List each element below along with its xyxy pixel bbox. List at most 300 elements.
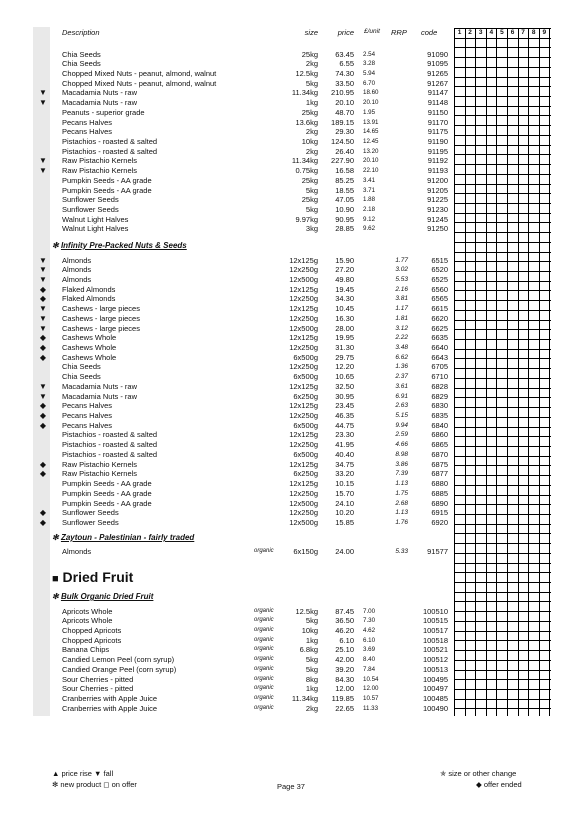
status-marker-icon: ◆ — [39, 401, 47, 411]
unit-price: 13.20 — [363, 147, 379, 155]
grid-column-line — [528, 28, 529, 716]
product-price: 15.90 — [335, 255, 354, 265]
organic-label: organic — [254, 694, 274, 701]
product-description: Cranberries with Apple Juice — [62, 693, 158, 703]
product-size: 0.75kg — [295, 166, 318, 176]
product-size: 9.97kg — [295, 214, 318, 224]
product-code: 6643 — [431, 352, 448, 362]
unit-price: 6.70 — [363, 79, 376, 87]
product-description: Cashews Whole — [62, 333, 117, 343]
grid-column-number: 3 — [478, 29, 483, 36]
product-code: 6705 — [431, 362, 448, 372]
product-code: 6515 — [431, 255, 448, 265]
product-code: 6640 — [431, 342, 448, 352]
legend-offer-ended: ◆ offer ended — [476, 780, 522, 789]
product-size: 12x125g — [289, 255, 318, 265]
grid-row-line — [454, 407, 551, 408]
grid-row-line — [454, 261, 551, 262]
grid-row-line — [454, 708, 551, 709]
grid-column-number: 1 — [457, 29, 462, 36]
grid-row-line — [454, 446, 551, 447]
unit-price: 3.41 — [363, 176, 376, 184]
product-price: 24.10 — [335, 498, 354, 508]
rrp-value: 3.48 — [395, 343, 408, 351]
product-price: 31.30 — [335, 342, 354, 352]
grid-row-line — [454, 47, 551, 48]
product-size: 10kg — [301, 625, 318, 635]
product-price: 227.90 — [331, 156, 354, 166]
product-price: 34.75 — [335, 459, 354, 469]
grid-row-line — [454, 135, 551, 136]
product-price: 10.45 — [335, 304, 354, 314]
product-price: 26.40 — [335, 146, 354, 156]
grid-row-line — [454, 436, 551, 437]
product-size: 6x500g — [293, 420, 318, 430]
rrp-value: 8.98 — [395, 450, 408, 458]
product-price: 20.10 — [335, 98, 354, 108]
product-description: Sunflower Seeds — [62, 508, 119, 518]
grid-row-line — [454, 670, 551, 671]
grid-column-line — [518, 28, 519, 716]
grid-column-line — [486, 28, 487, 716]
grid-row-line — [454, 154, 551, 155]
product-code: 91148 — [427, 98, 448, 108]
product-code: 6615 — [431, 304, 448, 314]
product-price: 87.45 — [335, 606, 354, 616]
grid-row-line — [454, 222, 551, 223]
organic-label: organic — [254, 547, 274, 554]
grid-row-line — [454, 242, 551, 243]
product-description: Chia Seeds — [62, 372, 101, 382]
product-code: 91205 — [427, 185, 448, 195]
grid-row-line — [454, 368, 551, 369]
product-price: 15.85 — [335, 517, 354, 527]
grid-row-line — [454, 329, 551, 330]
product-size: 2kg — [305, 59, 318, 69]
unit-price: 22.10 — [363, 167, 379, 175]
grid-column-line — [539, 28, 540, 716]
grid-row-line — [454, 553, 551, 554]
product-size: 6x500g — [293, 372, 318, 382]
product-price: 42.00 — [335, 655, 354, 665]
product-price: 36.50 — [335, 616, 354, 626]
grid-row-line — [454, 679, 551, 680]
product-description: Pecans Halves — [62, 401, 113, 411]
unit-price: 1.95 — [363, 108, 376, 116]
grid-row-line — [454, 213, 551, 214]
category-title: Dried Fruit — [62, 569, 134, 585]
product-price: 210.95 — [331, 88, 354, 98]
unit-price: 4.62 — [363, 626, 376, 634]
product-price: 41.95 — [335, 440, 354, 450]
product-price: 39.20 — [335, 664, 354, 674]
product-description: Pistachios - roasted & salted — [62, 136, 158, 146]
product-size: 1kg — [305, 635, 318, 645]
product-price: 27.20 — [335, 265, 354, 275]
unit-price: 12.00 — [363, 685, 379, 693]
product-price: 189.15 — [331, 117, 354, 127]
header-size: size — [304, 28, 318, 37]
product-description: Chia Seeds — [62, 49, 101, 59]
product-code: 6865 — [431, 440, 448, 450]
organic-label: organic — [254, 626, 274, 633]
product-description: Macadamia Nuts - raw — [62, 98, 138, 108]
order-quantity-grid — [454, 28, 551, 716]
product-price: 46.35 — [335, 411, 354, 421]
product-description: Almonds — [62, 274, 92, 284]
rrp-value: 5.53 — [395, 275, 408, 283]
product-price: 44.75 — [335, 420, 354, 430]
status-marker-icon: ▼ — [39, 98, 47, 108]
product-price: 84.30 — [335, 674, 354, 684]
product-price: 15.70 — [335, 488, 354, 498]
product-size: 10kg — [301, 136, 318, 146]
product-code: 91095 — [427, 59, 448, 69]
section-title: Zaytoun - Palestinian - fairly traded — [60, 533, 195, 542]
section-heading-bulk-dried-fruit — [52, 592, 153, 601]
rrp-value: 4.66 — [395, 441, 408, 449]
product-size: 25kg — [301, 107, 318, 117]
rrp-value: 5.15 — [395, 412, 408, 420]
grid-row-line — [454, 232, 551, 233]
organic-label: organic — [254, 636, 274, 643]
product-code: 91267 — [427, 78, 448, 88]
product-description: Sunflower Seeds — [62, 517, 119, 527]
product-code: 6829 — [431, 391, 448, 401]
product-size: 6x250g — [293, 391, 318, 401]
product-code: 6710 — [431, 372, 448, 382]
product-code: 6620 — [431, 313, 448, 323]
unit-price: 1.88 — [363, 196, 376, 204]
grid-row-line — [454, 533, 551, 534]
grid-row-line — [454, 310, 551, 311]
grid-row-line — [454, 524, 551, 525]
grid-column-line — [465, 28, 466, 716]
product-price: 40.40 — [335, 449, 354, 459]
product-size: 12x500g — [289, 517, 318, 527]
organic-label: organic — [254, 665, 274, 672]
product-size: 1kg — [305, 98, 318, 108]
rrp-value: 6.62 — [395, 353, 408, 361]
product-size: 12x125g — [289, 459, 318, 469]
rrp-value: 1.17 — [395, 305, 408, 313]
header-price: price — [337, 28, 354, 37]
status-marker-icon: ▼ — [39, 255, 47, 265]
product-size: 12x125g — [289, 430, 318, 440]
rrp-value: 3.12 — [395, 324, 408, 332]
section-title: Bulk Organic Dried Fruit — [60, 592, 154, 601]
product-price: 30.95 — [335, 391, 354, 401]
product-code: 6835 — [431, 411, 448, 421]
status-marker-icon: ▼ — [39, 304, 47, 314]
unit-price: 10.54 — [363, 675, 379, 683]
product-description: Pistachios - roasted & salted — [62, 440, 158, 450]
organic-label: organic — [254, 704, 274, 711]
grid-column-line — [475, 28, 476, 716]
organic-label: organic — [254, 656, 274, 663]
product-size: 13.6kg — [295, 117, 318, 127]
grid-row-line — [454, 650, 551, 651]
product-code: 6890 — [431, 498, 448, 508]
grid-row-line — [454, 38, 551, 39]
unit-price: 18.60 — [363, 89, 379, 97]
product-code: 6828 — [431, 381, 448, 391]
unit-price: 13.91 — [363, 118, 379, 126]
page-number: Page 37 — [277, 782, 305, 791]
product-price: 10.65 — [335, 372, 354, 382]
grid-row-line — [454, 640, 551, 641]
unit-price: 11.33 — [363, 704, 379, 712]
rrp-value: 5.33 — [395, 547, 408, 555]
product-description: Sunflower Seeds — [62, 205, 119, 215]
product-code: 100517 — [422, 625, 448, 635]
product-price: 19.95 — [335, 333, 354, 343]
product-size: 12x250g — [289, 508, 318, 518]
legend-size-change: ✯ size or other change — [440, 769, 517, 778]
product-code: 91195 — [427, 146, 448, 156]
product-size: 2kg — [305, 127, 318, 137]
product-description: Chopped Apricots — [62, 635, 122, 645]
unit-price: 7.00 — [363, 607, 376, 615]
product-description: Macadamia Nuts - raw — [62, 391, 138, 401]
product-price: 48.70 — [335, 107, 354, 117]
product-code: 100513 — [422, 664, 448, 674]
product-description: Almonds — [62, 265, 92, 275]
product-price: 12.20 — [335, 362, 354, 372]
grid-row-line — [454, 456, 551, 457]
product-price: 29.30 — [335, 127, 354, 137]
grid-column-number: 4 — [489, 29, 494, 36]
product-code: 100485 — [422, 693, 448, 703]
product-price: 25.10 — [335, 645, 354, 655]
product-code: 91150 — [427, 107, 448, 117]
product-code: 100495 — [422, 674, 448, 684]
product-code: 6875 — [431, 459, 448, 469]
product-price: 29.75 — [335, 352, 354, 362]
rrp-value: 7.39 — [395, 470, 408, 478]
product-size: 5kg — [305, 664, 318, 674]
unit-price: 10.57 — [363, 694, 379, 702]
grid-row-line — [454, 388, 551, 389]
product-code: 91147 — [427, 88, 448, 98]
product-description: Cashews - large pieces — [62, 323, 140, 333]
square-bullet-icon: ■ — [52, 573, 59, 585]
product-code: 6560 — [431, 284, 448, 294]
grid-column-line — [507, 28, 508, 716]
grid-row-line — [454, 300, 551, 301]
product-size: 12x250g — [289, 265, 318, 275]
grid-row-line — [454, 543, 551, 544]
rrp-value: 3.81 — [395, 295, 408, 303]
status-marker-icon: ▼ — [39, 88, 47, 98]
status-marker-icon: ◆ — [39, 333, 47, 343]
grid-row-line — [454, 495, 551, 496]
grid-column-line — [496, 28, 497, 716]
product-description: Pecans Halves — [62, 127, 113, 137]
product-code: 100518 — [422, 635, 448, 645]
product-code: 91200 — [427, 175, 448, 185]
product-size: 25kg — [301, 175, 318, 185]
header-unit-price: £/unit — [364, 28, 380, 35]
product-description: Sunflower Seeds — [62, 195, 119, 205]
rrp-value: 3.02 — [395, 266, 408, 274]
grid-column-line — [549, 28, 550, 716]
product-description: Macadamia Nuts - raw — [62, 88, 138, 98]
rrp-value: 1.76 — [395, 518, 408, 526]
status-marker-icon: ◆ — [39, 284, 47, 294]
rrp-value: 1.75 — [395, 489, 408, 497]
product-description: Flaked Almonds — [62, 284, 116, 294]
section-heading-infinity — [52, 241, 187, 250]
grid-row-line — [454, 57, 551, 58]
header-description: Description — [62, 28, 100, 37]
product-description: Chopped Mixed Nuts - peanut, almond, walnut — [62, 68, 217, 78]
grid-row-line — [454, 592, 551, 593]
product-size: 12x500g — [289, 323, 318, 333]
dried-fruit-heading — [52, 569, 133, 585]
grid-row-line — [454, 67, 551, 68]
unit-price: 3.69 — [363, 646, 376, 654]
product-code: 6877 — [431, 469, 448, 479]
product-size: 12x250g — [289, 362, 318, 372]
product-description: Raw Pistachio Kernels — [62, 469, 138, 479]
product-size: 8kg — [305, 674, 318, 684]
product-description: Pecans Halves — [62, 420, 113, 430]
grid-row-line — [454, 203, 551, 204]
product-size: 12x250g — [289, 411, 318, 421]
product-size: 12.5kg — [295, 68, 318, 78]
product-description: Pistachios - roasted & salted — [62, 449, 158, 459]
grid-row-line — [454, 514, 551, 515]
grid-row-line — [454, 631, 551, 632]
product-size: 3kg — [305, 224, 318, 234]
product-size: 2kg — [305, 703, 318, 713]
product-description: Cashews - large pieces — [62, 304, 140, 314]
organic-label: organic — [254, 685, 274, 692]
product-description: Almonds — [62, 546, 92, 556]
product-price: 23.45 — [335, 401, 354, 411]
product-description: Chia Seeds — [62, 59, 101, 69]
grid-column-number: 6 — [510, 29, 515, 36]
product-description: Peanuts - superior grade — [62, 107, 145, 117]
rrp-value: 1.13 — [395, 509, 408, 517]
product-code: 100510 — [422, 606, 448, 616]
unit-price: 7.30 — [363, 617, 376, 625]
product-code: 6915 — [431, 508, 448, 518]
product-price: 63.45 — [335, 49, 354, 59]
product-size: 12x125g — [289, 381, 318, 391]
rrp-value: 1.81 — [395, 314, 408, 322]
product-description: Almonds — [62, 255, 92, 265]
product-price: 10.15 — [335, 479, 354, 489]
product-description: Raw Pistachio Kernels — [62, 459, 138, 469]
product-price: 24.00 — [335, 546, 354, 556]
product-code: 91193 — [427, 166, 448, 176]
grid-row-line — [454, 184, 551, 185]
product-size: 12x500g — [289, 498, 318, 508]
unit-price: 5.94 — [363, 69, 376, 77]
product-size: 12x250g — [289, 294, 318, 304]
grid-row-line — [454, 563, 551, 564]
grid-row-line — [454, 427, 551, 428]
product-size: 12x125g — [289, 284, 318, 294]
legend-new-product: ✻ new product ◻ on offer — [52, 780, 137, 789]
product-size: 6x250g — [293, 469, 318, 479]
status-marker-icon: ◆ — [39, 420, 47, 430]
product-description: Pistachios - roasted & salted — [62, 430, 158, 440]
section-heading-zaytoun — [52, 533, 194, 542]
product-size: 6.8kg — [299, 645, 318, 655]
grid-row-line — [454, 252, 551, 253]
grid-row-line — [454, 96, 551, 97]
product-code: 6920 — [431, 517, 448, 527]
product-price: 124.50 — [331, 136, 354, 146]
grid-row-line — [454, 271, 551, 272]
product-price: 6.55 — [339, 59, 354, 69]
new-product-star-icon: ✻ — [52, 241, 59, 250]
grid-row-line — [454, 397, 551, 398]
product-code: 100512 — [422, 655, 448, 665]
product-code: 91230 — [427, 205, 448, 215]
product-price: 16.30 — [335, 313, 354, 323]
grid-row-line — [454, 689, 551, 690]
product-description: Sour Cherries - pitted — [62, 674, 134, 684]
product-description: Chopped Apricots — [62, 625, 122, 635]
status-marker-icon: ◆ — [39, 342, 47, 352]
status-marker-icon: ▼ — [39, 323, 47, 333]
product-description: Walnut Light Halves — [62, 224, 129, 234]
grid-column-number: 8 — [531, 29, 536, 36]
product-size: 2kg — [305, 146, 318, 156]
product-code: 100515 — [422, 616, 448, 626]
rrp-value: 2.16 — [395, 285, 408, 293]
product-price: 28.00 — [335, 323, 354, 333]
product-code: 91192 — [427, 156, 448, 166]
product-description: Pumpkin Seeds - AA grade — [62, 185, 152, 195]
product-price: 119.85 — [331, 693, 354, 703]
new-product-star-icon: ✻ — [52, 533, 59, 542]
grid-row-line — [454, 77, 551, 78]
unit-price: 20.10 — [363, 157, 379, 165]
product-description: Candied Orange Peel (corn syrup) — [62, 664, 177, 674]
rrp-value: 2.63 — [395, 402, 408, 410]
product-price: 47.05 — [335, 195, 354, 205]
product-size: 6x500g — [293, 449, 318, 459]
status-marker-icon: ▼ — [39, 156, 47, 166]
grid-column-line — [454, 28, 455, 716]
grid-column-number: 9 — [542, 29, 547, 36]
product-description: Chopped Mixed Nuts - peanut, almond, walnut — [62, 78, 217, 88]
product-description: Apricots Whole — [62, 606, 113, 616]
grid-row-line — [454, 28, 551, 29]
grid-row-line — [454, 660, 551, 661]
status-marker-icon: ◆ — [39, 459, 47, 469]
grid-row-line — [454, 611, 551, 612]
product-description: Raw Pistachio Kernels — [62, 156, 138, 166]
unit-price: 8.40 — [363, 656, 376, 664]
product-price: 19.45 — [335, 284, 354, 294]
product-description: Pumpkin Seeds - AA grade — [62, 498, 152, 508]
grid-row-line — [454, 699, 551, 700]
product-description: Walnut Light Halves — [62, 214, 129, 224]
product-description: Candied Lemon Peel (corn syrup) — [62, 655, 175, 665]
status-marker-icon: ▼ — [39, 313, 47, 323]
product-description: Pecans Halves — [62, 411, 113, 421]
product-size: 12x250g — [289, 313, 318, 323]
product-size: 12x250g — [289, 342, 318, 352]
rrp-value: 6.91 — [395, 392, 408, 400]
product-code: 6565 — [431, 294, 448, 304]
